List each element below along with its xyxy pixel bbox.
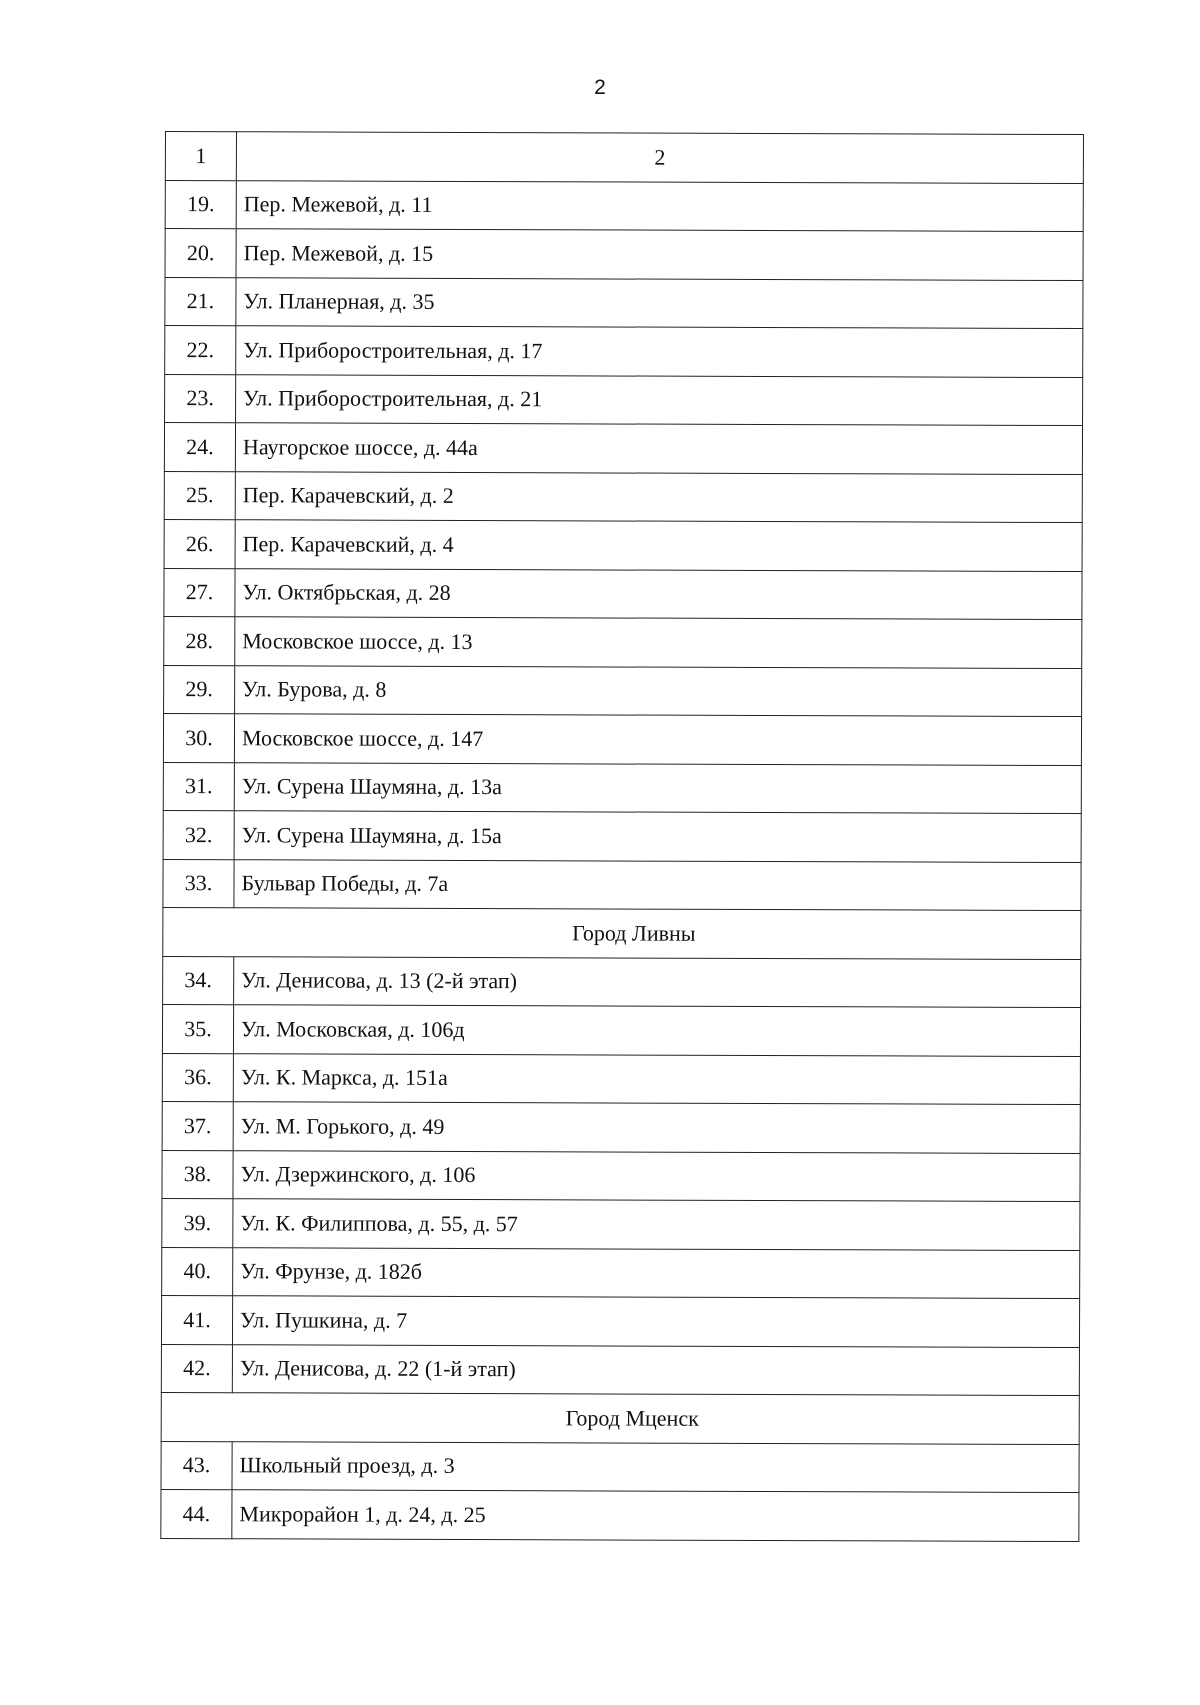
row-number: 19. (165, 180, 236, 229)
page-number: 2 (594, 76, 606, 99)
table-row (163, 810, 1081, 862)
row-address: Пер. Межевой, д. 11 (236, 180, 1083, 231)
table-row (163, 859, 1081, 911)
row-number: 26. (164, 519, 235, 568)
row-address: Школьный проезд, д. 3 (232, 1441, 1079, 1492)
row-address: Пер. Межевой, д. 15 (236, 229, 1083, 280)
row-address: Микрорайон 1, д. 24, д. 25 (232, 1490, 1079, 1541)
table-row (164, 568, 1082, 620)
row-number: 30. (163, 713, 234, 762)
table-row (163, 713, 1081, 765)
row-address: Московское шоссе, д. 147 (234, 714, 1081, 765)
row-number: 39. (162, 1198, 233, 1247)
table-row (165, 374, 1083, 426)
table-row (162, 1053, 1080, 1105)
row-address: Ул. Фрунзе, д. 182б (233, 1247, 1080, 1298)
row-number: 44. (161, 1489, 232, 1538)
table-body (161, 132, 1084, 1542)
row-number: 40. (162, 1247, 233, 1296)
section-title: Город Мценск (161, 1392, 1079, 1444)
row-number: 27. (164, 568, 235, 617)
table-row (162, 1150, 1080, 1202)
table-row (161, 1489, 1079, 1541)
row-address: Ул. Пушкина, д. 7 (232, 1296, 1079, 1347)
row-address: Ул. Планерная, д. 35 (236, 277, 1083, 328)
row-address: Ул. К. Филиппова, д. 55, д. 57 (233, 1199, 1080, 1250)
row-number: 29. (164, 665, 235, 714)
row-number: 31. (163, 762, 234, 811)
table-row (161, 1295, 1079, 1347)
row-number: 22. (165, 326, 236, 375)
row-number: 38. (162, 1150, 233, 1199)
row-address: Пер. Карачевский, д. 2 (235, 471, 1082, 522)
table-row (161, 1344, 1079, 1396)
table-row (164, 519, 1082, 571)
row-number: 33. (163, 859, 234, 908)
address-table (160, 131, 1084, 1542)
row-number: 32. (163, 810, 234, 859)
row-address: Ул. М. Горького, д. 49 (233, 1102, 1080, 1153)
row-number: 20. (165, 229, 236, 278)
row-address: Ул. Октябрьская, д. 28 (235, 568, 1082, 619)
row-address: Московское шоссе, д. 13 (235, 617, 1082, 668)
table-row (164, 471, 1082, 523)
row-number: 36. (162, 1053, 233, 1102)
table-row (165, 277, 1083, 329)
row-address: Ул. К. Маркса, д. 151а (233, 1053, 1080, 1104)
row-address: Наугорское шоссе, д. 44а (235, 423, 1082, 474)
table-row (165, 180, 1083, 232)
row-address: Ул. Сурена Шаумяна, д. 15а (234, 811, 1081, 862)
row-number: 28. (164, 616, 235, 665)
row-number: 42. (161, 1344, 232, 1393)
row-number: 43. (161, 1441, 232, 1490)
table-row (162, 1101, 1080, 1153)
header-col-2: 2 (236, 132, 1083, 183)
row-address: Бульвар Победы, д. 7а (234, 859, 1081, 910)
header-col-1: 1 (165, 132, 236, 181)
row-number: 21. (165, 277, 236, 326)
row-address: Ул. Дзержинского, д. 106 (233, 1150, 1080, 1201)
row-address: Ул. Приборостроительная, д. 21 (236, 374, 1083, 425)
table-row (165, 229, 1083, 281)
table-row (163, 956, 1081, 1008)
row-address: Ул. Денисова, д. 13 (2-й этап) (234, 956, 1081, 1007)
table-row (162, 1004, 1080, 1056)
table-row (164, 616, 1082, 668)
row-number: 37. (162, 1101, 233, 1150)
row-address: Пер. Карачевский, д. 4 (235, 520, 1082, 571)
row-number: 23. (165, 374, 236, 423)
row-address: Ул. Бурова, д. 8 (235, 665, 1082, 716)
row-number: 35. (162, 1004, 233, 1053)
table-row (165, 326, 1083, 378)
table-header-row (165, 132, 1083, 184)
table-row (161, 1441, 1079, 1493)
table-row (162, 1247, 1080, 1299)
section-title: Город Ливны (163, 907, 1081, 959)
table-row (162, 1198, 1080, 1250)
row-address: Ул. Приборостроительная, д. 17 (236, 326, 1083, 377)
table-row (163, 762, 1081, 814)
table-row (164, 665, 1082, 717)
row-number: 34. (163, 956, 234, 1005)
row-address: Ул. Денисова, д. 22 (1-й этап) (232, 1344, 1079, 1395)
section-header-row (161, 1392, 1079, 1444)
table-row (164, 423, 1082, 475)
row-number: 41. (161, 1295, 232, 1344)
row-number: 24. (164, 423, 235, 472)
row-address: Ул. Сурена Шаумяна, д. 13а (234, 762, 1081, 813)
section-header-row (163, 907, 1081, 959)
row-number: 25. (164, 471, 235, 520)
row-address: Ул. Московская, д. 106д (233, 1005, 1080, 1056)
